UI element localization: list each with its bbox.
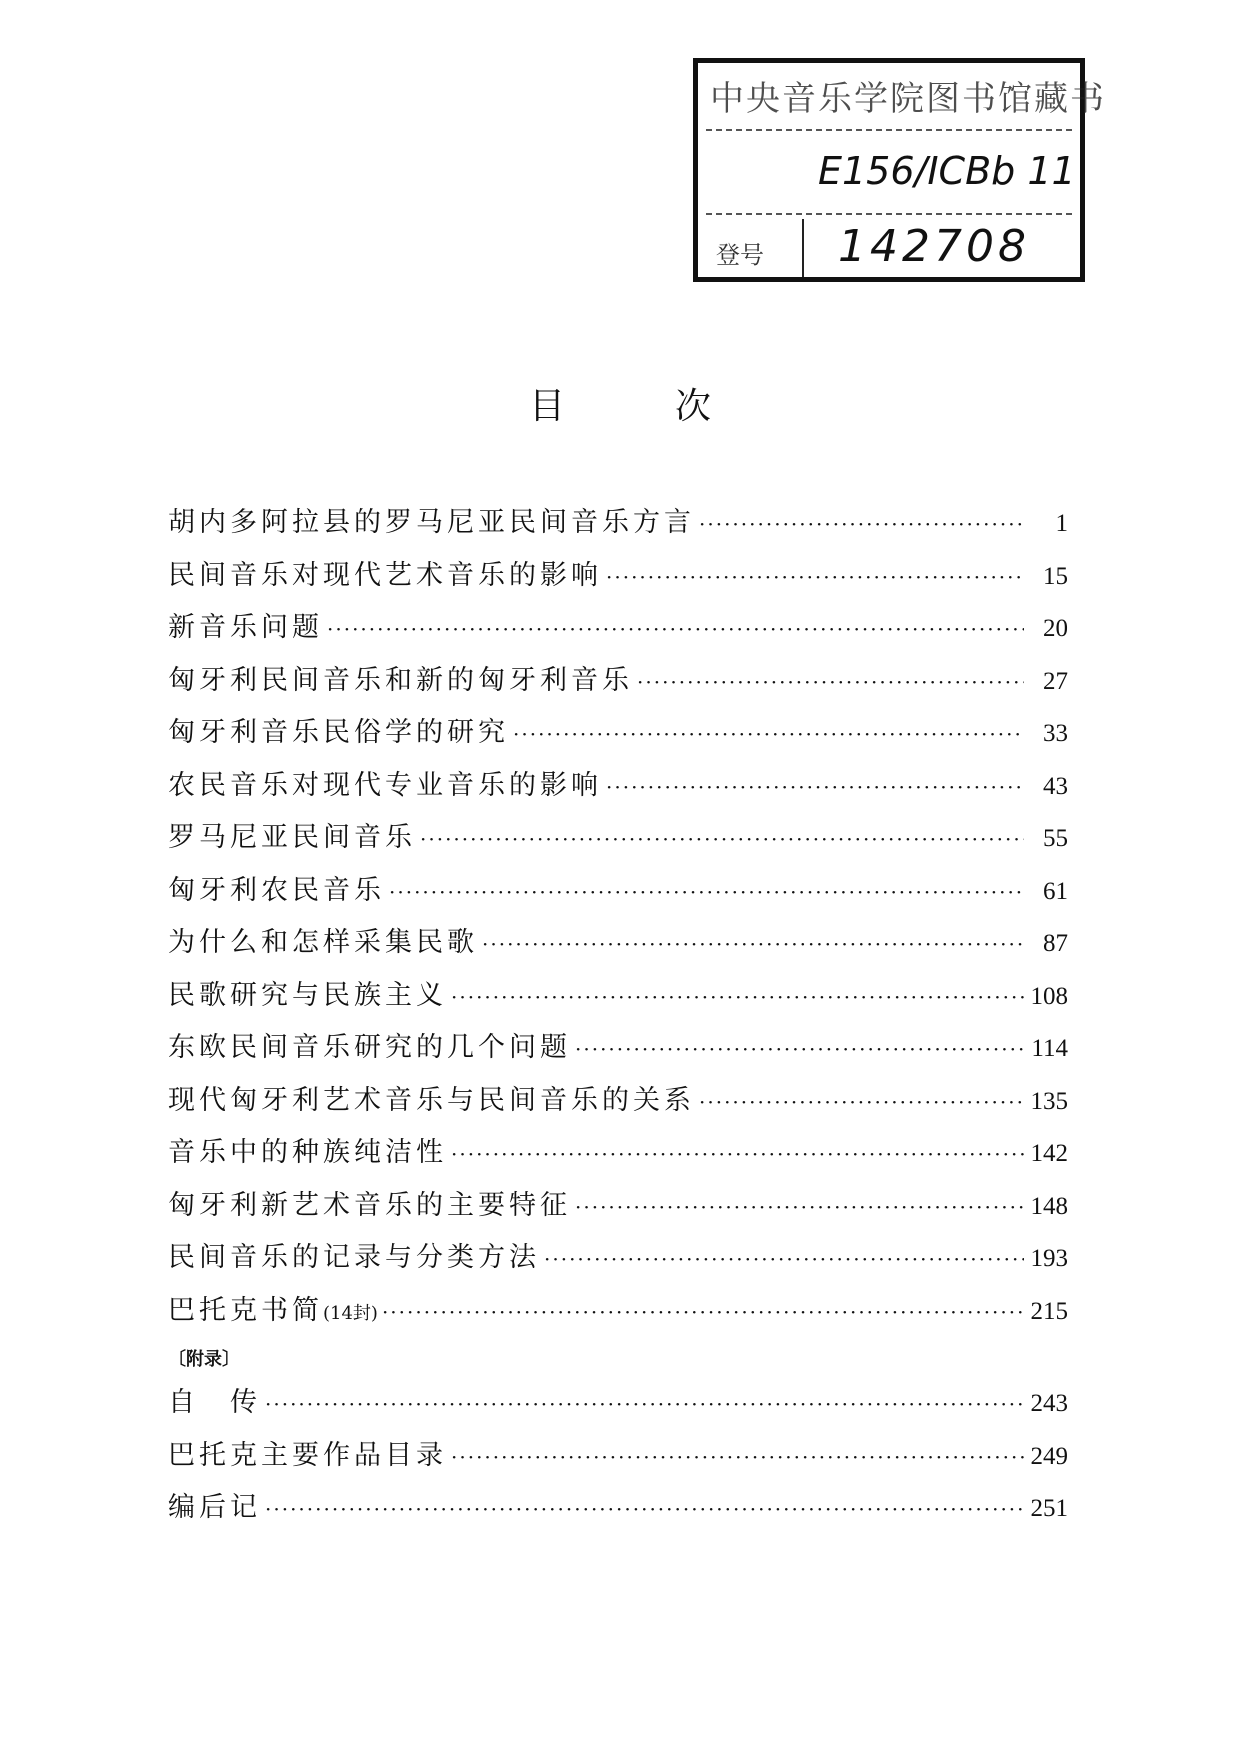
toc-entry-title-text: 为什么和怎样采集民歌 bbox=[168, 927, 478, 958]
toc-entry-title-text: 民间音乐的记录与分类方法 bbox=[168, 1242, 540, 1273]
leader-dots bbox=[637, 670, 1024, 694]
toc-entry bbox=[168, 1025, 1068, 1078]
leader-dots bbox=[327, 617, 1024, 641]
toc-entry bbox=[168, 1380, 1068, 1433]
toc-entry bbox=[168, 763, 1068, 816]
toc-entry-title bbox=[168, 710, 509, 749]
toc-entry-title-text: 胡内多阿拉县的罗马尼亚民间音乐方言 bbox=[168, 507, 695, 538]
toc-entry-title-text: 现代匈牙利艺术音乐与民间音乐的关系 bbox=[168, 1084, 695, 1116]
toc-entry bbox=[168, 920, 1068, 973]
toc-entry-page: 27 bbox=[1043, 667, 1068, 695]
toc-entry-title bbox=[168, 500, 695, 539]
stamp-call-number: E156/ICBb 11 bbox=[818, 149, 1076, 193]
toc-entry bbox=[168, 1288, 1068, 1341]
toc-entry-page: 1 bbox=[1055, 510, 1068, 537]
stamp-library-name: 中央音乐学院图书馆藏书 bbox=[710, 79, 1106, 119]
toc-entry-title bbox=[168, 1130, 447, 1169]
toc-entry-title bbox=[168, 1433, 447, 1472]
toc-entry-title-text: 编后记 bbox=[168, 1492, 261, 1523]
toc-entry-title-text: 巴托克书简 bbox=[168, 1294, 323, 1326]
toc-entry bbox=[168, 500, 1068, 553]
toc-entry-title bbox=[168, 553, 602, 592]
toc-entry-title-text: 匈牙利农民音乐 bbox=[168, 874, 385, 906]
toc-entry-title bbox=[168, 1485, 261, 1524]
toc-entry-page: 243 bbox=[1030, 1390, 1068, 1417]
toc-entry bbox=[168, 973, 1068, 1026]
toc-entry-page: 33 bbox=[1043, 720, 1068, 747]
toc-entry-title bbox=[168, 658, 633, 697]
toc-entry-title bbox=[168, 920, 478, 959]
leader-dots bbox=[606, 775, 1024, 799]
toc-entry-page: 20 bbox=[1043, 615, 1068, 642]
toc-entry-page: 55 bbox=[1043, 825, 1068, 852]
leader-dots bbox=[544, 1247, 1024, 1271]
leader-dots bbox=[265, 1392, 1024, 1416]
toc-entry bbox=[168, 553, 1068, 606]
toc-entry-title bbox=[168, 1078, 695, 1117]
toc-entry-title-text: 民间音乐对现代艺术音乐的影响 bbox=[168, 559, 602, 591]
toc-entry-page: 148 bbox=[1030, 1192, 1068, 1220]
page-title: 目次 bbox=[528, 386, 821, 427]
toc-entry-title-text: 音乐中的种族纯洁性 bbox=[168, 1137, 447, 1168]
stamp-accession-number: 142708 bbox=[838, 221, 1030, 272]
toc-entry-page: 249 bbox=[1030, 1442, 1068, 1470]
toc-entry-title-text: 匈牙利民间音乐和新的匈牙利音乐 bbox=[168, 664, 633, 696]
toc-entry bbox=[168, 1078, 1068, 1131]
toc-entry-title bbox=[168, 815, 416, 854]
leader-dots bbox=[513, 722, 1024, 746]
toc-entry bbox=[168, 710, 1068, 763]
stamp-divider-line bbox=[706, 213, 1072, 215]
toc-entry bbox=[168, 868, 1068, 921]
toc-entry-title-text: 巴托克主要作品目录 bbox=[168, 1439, 447, 1471]
toc-entry-title-text: 新音乐问题 bbox=[168, 612, 323, 643]
toc-entry-title-text: 匈牙利新艺术音乐的主要特征 bbox=[168, 1189, 571, 1221]
toc-entry-page: 193 bbox=[1030, 1245, 1068, 1272]
toc-entry-page: 108 bbox=[1030, 982, 1068, 1010]
toc-entry-title-text: 匈牙利音乐民俗学的研究 bbox=[168, 717, 509, 748]
toc-entry-title bbox=[168, 1380, 261, 1419]
toc-entry-page: 87 bbox=[1043, 930, 1068, 957]
toc-entry-title bbox=[168, 1025, 571, 1064]
toc-entry-page: 15 bbox=[1043, 562, 1068, 590]
toc-entry-title bbox=[168, 973, 447, 1012]
toc-entry-page: 43 bbox=[1043, 772, 1068, 800]
leader-dots bbox=[451, 1142, 1024, 1166]
leader-dots bbox=[575, 1195, 1024, 1219]
toc-entry bbox=[168, 605, 1068, 658]
toc-entry-title bbox=[168, 1288, 378, 1327]
toc-entry bbox=[168, 1183, 1068, 1236]
stamp-vertical-divider bbox=[802, 219, 804, 277]
toc-entry-title-text: 自 传 bbox=[168, 1387, 261, 1418]
stamp-divider-line bbox=[706, 129, 1072, 131]
toc-entry-page: 135 bbox=[1030, 1087, 1068, 1115]
stamp-label: 登号 bbox=[716, 241, 764, 269]
table-of-contents bbox=[168, 500, 1068, 1538]
toc-entry-title bbox=[168, 1235, 540, 1274]
toc-entry-page: 114 bbox=[1031, 1035, 1068, 1062]
toc-entry-title bbox=[168, 868, 385, 907]
leader-dots bbox=[420, 827, 1024, 851]
toc-entry-title-text: 农民音乐对现代专业音乐的影响 bbox=[168, 769, 602, 801]
toc-entry-note: (14封) bbox=[323, 1302, 378, 1324]
leader-dots bbox=[482, 932, 1024, 956]
toc-entry-page: 215 bbox=[1030, 1297, 1068, 1325]
toc-entry bbox=[168, 1235, 1068, 1288]
toc-entry bbox=[168, 1485, 1068, 1538]
toc-entry-title bbox=[168, 605, 323, 644]
leader-dots bbox=[699, 512, 1024, 536]
toc-entry-page: 142 bbox=[1030, 1140, 1068, 1167]
toc-entry-title bbox=[168, 1183, 571, 1222]
appendix-label: 〔附录〕 bbox=[168, 1349, 240, 1370]
leader-dots bbox=[451, 985, 1024, 1009]
toc-entry bbox=[168, 1130, 1068, 1183]
toc-entry-page: 251 bbox=[1030, 1495, 1068, 1522]
leader-dots bbox=[389, 880, 1024, 904]
leader-dots bbox=[575, 1037, 1024, 1061]
toc-entry-title-text: 民歌研究与民族主义 bbox=[168, 979, 447, 1011]
toc-entry bbox=[168, 1433, 1068, 1486]
toc-entry-title-text: 东欧民间音乐研究的几个问题 bbox=[168, 1032, 571, 1063]
toc-entry bbox=[168, 658, 1068, 711]
leader-dots bbox=[265, 1497, 1024, 1521]
leader-dots bbox=[382, 1300, 1024, 1324]
leader-dots bbox=[451, 1445, 1024, 1469]
leader-dots bbox=[699, 1090, 1024, 1114]
toc-entry bbox=[168, 815, 1068, 868]
toc-entry-title-text: 罗马尼亚民间音乐 bbox=[168, 822, 416, 853]
toc-entry-title bbox=[168, 763, 602, 802]
library-stamp bbox=[693, 58, 1106, 282]
leader-dots bbox=[606, 565, 1024, 589]
toc-entry-page: 61 bbox=[1043, 877, 1068, 905]
